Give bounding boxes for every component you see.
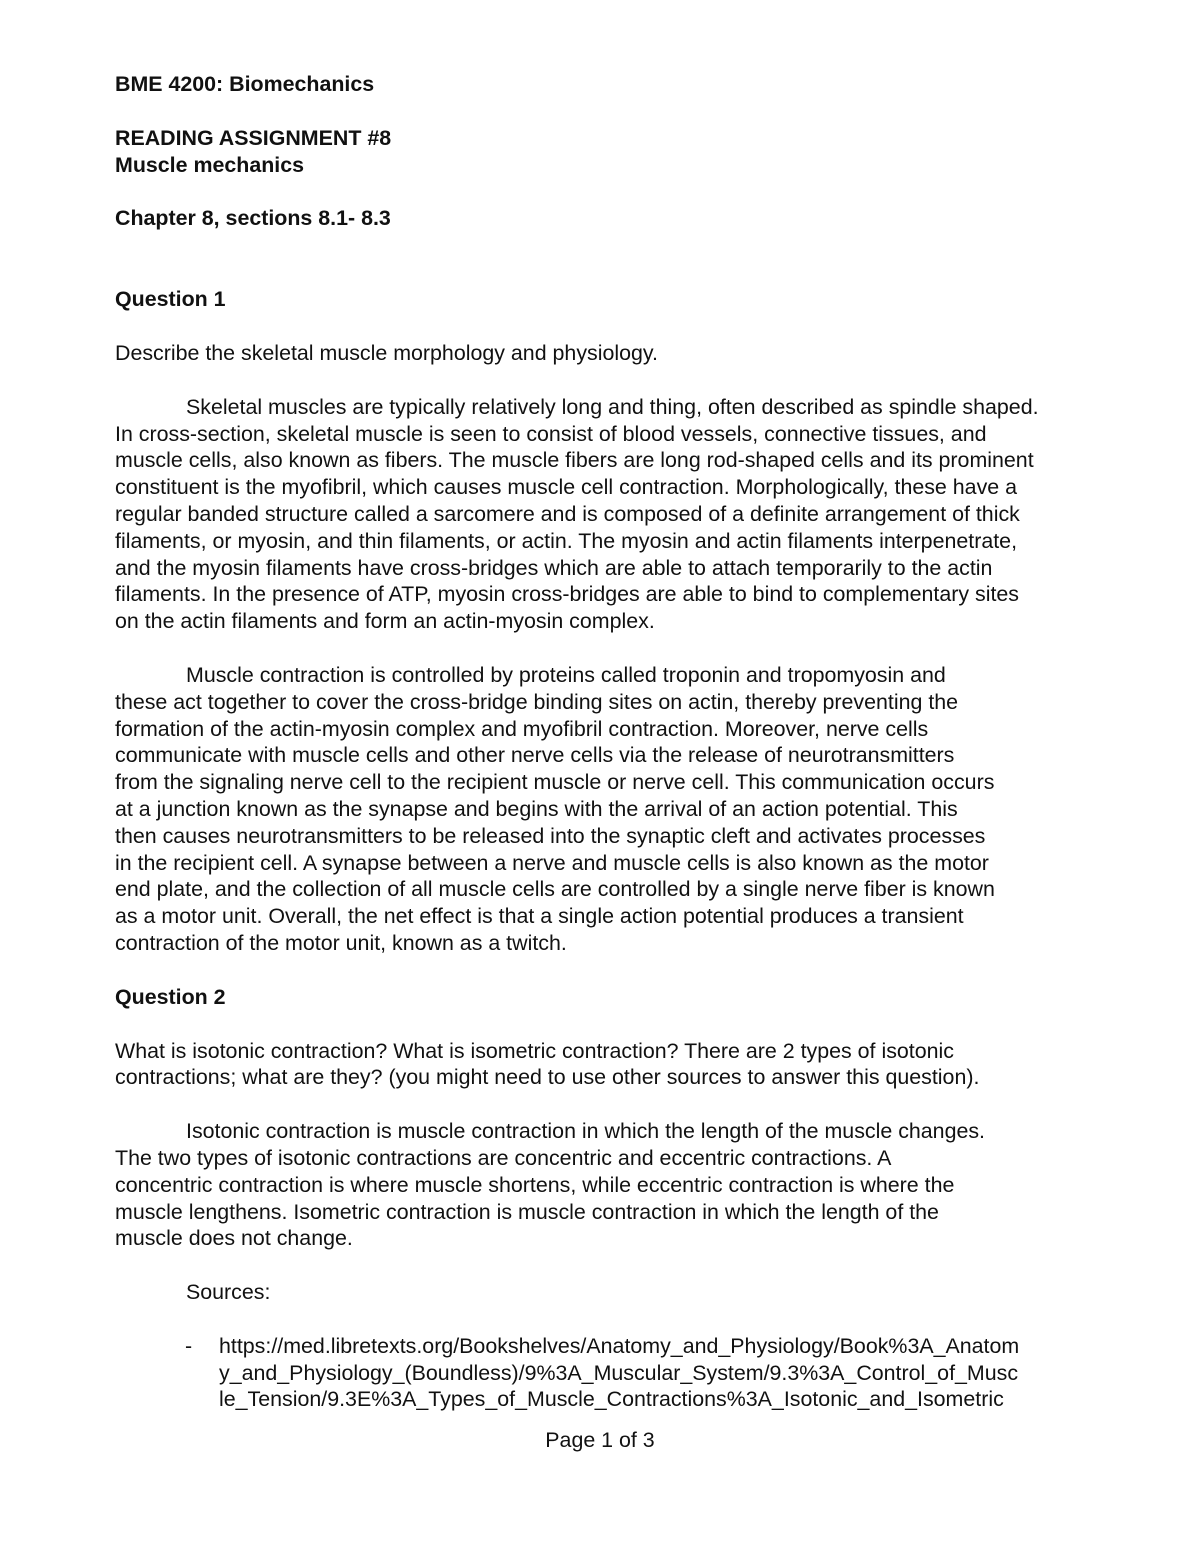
answer-line: formation of the actin-myosin complex and myofibril contraction. Moreover, nerve cells [115, 716, 929, 741]
list-bullet: - [185, 1333, 193, 1358]
answer-line: muscle does not change. [115, 1226, 353, 1251]
answer-line: and the myosin filaments have cross-bridges which are able to attach temporarily to the actin [115, 555, 993, 580]
answer-line: Isotonic contraction is muscle contraction in which the length of the muscle changes. [186, 1119, 986, 1144]
page-number-footer: Page 1 of 3 [545, 1428, 655, 1452]
answer-line: contraction of the motor unit, known as a twitch. [115, 930, 567, 955]
question-1-prompt: Describe the skeletal muscle morphology and physiology. [115, 340, 658, 365]
answer-line: from the signaling nerve cell to the recipient muscle or nerve cell. This communication occurs [115, 770, 995, 795]
answer-line: concentric contraction is where muscle shortens, while eccentric contraction is where the [115, 1172, 955, 1197]
answer-line: then causes neurotransmitters to be released into the synaptic cleft and activates processes [115, 823, 986, 848]
answer-line: end plate, and the collection of all muscle cells are controlled by a single nerve fiber is known [115, 877, 995, 902]
question-1-answer-paragraph-1 [115, 394, 1090, 635]
source-url-line: le_Tension/9.3E%3A_Types_of_Muscle_Contractions%3A_Isotonic_and_Isometric [219, 1387, 1004, 1412]
prompt-line: contractions; what are they? (you might need to use other sources to answer this question). [115, 1065, 980, 1090]
answer-line: these act together to cover the cross-bridge binding sites on actin, thereby preventing the [115, 689, 959, 714]
question-2-answer [115, 1118, 1090, 1252]
source-list-item [115, 1333, 1090, 1413]
answer-line: communicate with muscle cells and other nerve cells via the release of neurotransmitters [115, 743, 955, 768]
answer-line: filaments, or myosin, and thin filaments, or actin. The myosin and actin filaments interpenetrate, [115, 528, 1018, 553]
question-1-answer-paragraph-2 [115, 662, 1090, 957]
chapter-reference: Chapter 8, sections 8.1- 8.3 [115, 206, 391, 231]
answer-line: at a junction known as the synapse and begins with the arrival of an action potential. This [115, 796, 958, 821]
answer-line: In cross-section, skeletal muscle is seen to consist of blood vessels, connective tissues, and [115, 421, 987, 446]
answer-line: regular banded structure called a sarcomere and is composed of a definite arrangement of thick [115, 501, 1020, 526]
sources-label: Sources: [186, 1280, 271, 1305]
answer-line: in the recipient cell. A synapse between a nerve and muscle cells is also known as the motor [115, 850, 989, 875]
answer-line: Muscle contraction is controlled by proteins called troponin and tropomyosin and [186, 662, 946, 687]
answer-line: muscle lengthens. Isometric contraction is muscle contraction in which the length of the [115, 1199, 939, 1224]
source-url-line: https://med.libretexts.org/Bookshelves/Anatomy_and_Physiology/Book%3A_Anatom [219, 1333, 1020, 1358]
answer-line: filaments. In the presence of ATP, myosin cross-bridges are able to bind to complementary sites [115, 582, 1019, 607]
assignment-title: READING ASSIGNMENT #8 [115, 125, 392, 150]
answer-line: muscle cells, also known as fibers. The muscle fibers are long rod-shaped cells and its prominent [115, 448, 1034, 473]
answer-line: Skeletal muscles are typically relatively long and thing, often described as spindle shaped. [186, 394, 1039, 419]
assignment-topic: Muscle mechanics [115, 152, 305, 177]
prompt-line: What is isotonic contraction? What is isometric contraction? There are 2 types of isotonic [115, 1038, 954, 1063]
course-title: BME 4200: Biomechanics [115, 72, 375, 96]
answer-line: The two types of isotonic contractions are concentric and eccentric contractions. A [115, 1145, 892, 1170]
question-1-heading: Question 1 [115, 287, 226, 312]
document-body [115, 71, 1090, 1413]
answer-line: as a motor unit. Overall, the net effect is that a single action potential produces a transient [115, 904, 964, 929]
source-url-link[interactable] [219, 1333, 1090, 1413]
question-2-prompt [115, 1038, 1090, 1092]
answer-line: on the actin filaments and form an actin-myosin complex. [115, 609, 655, 634]
question-2-heading: Question 2 [115, 984, 226, 1009]
source-url-line: y_and_Physiology_(Boundless)/9%3A_Muscular_System/9.3%3A_Control_of_Musc [219, 1360, 1019, 1385]
answer-line: constituent is the myofibril, which causes muscle cell contraction. Morphologically, these have a [115, 475, 1017, 500]
